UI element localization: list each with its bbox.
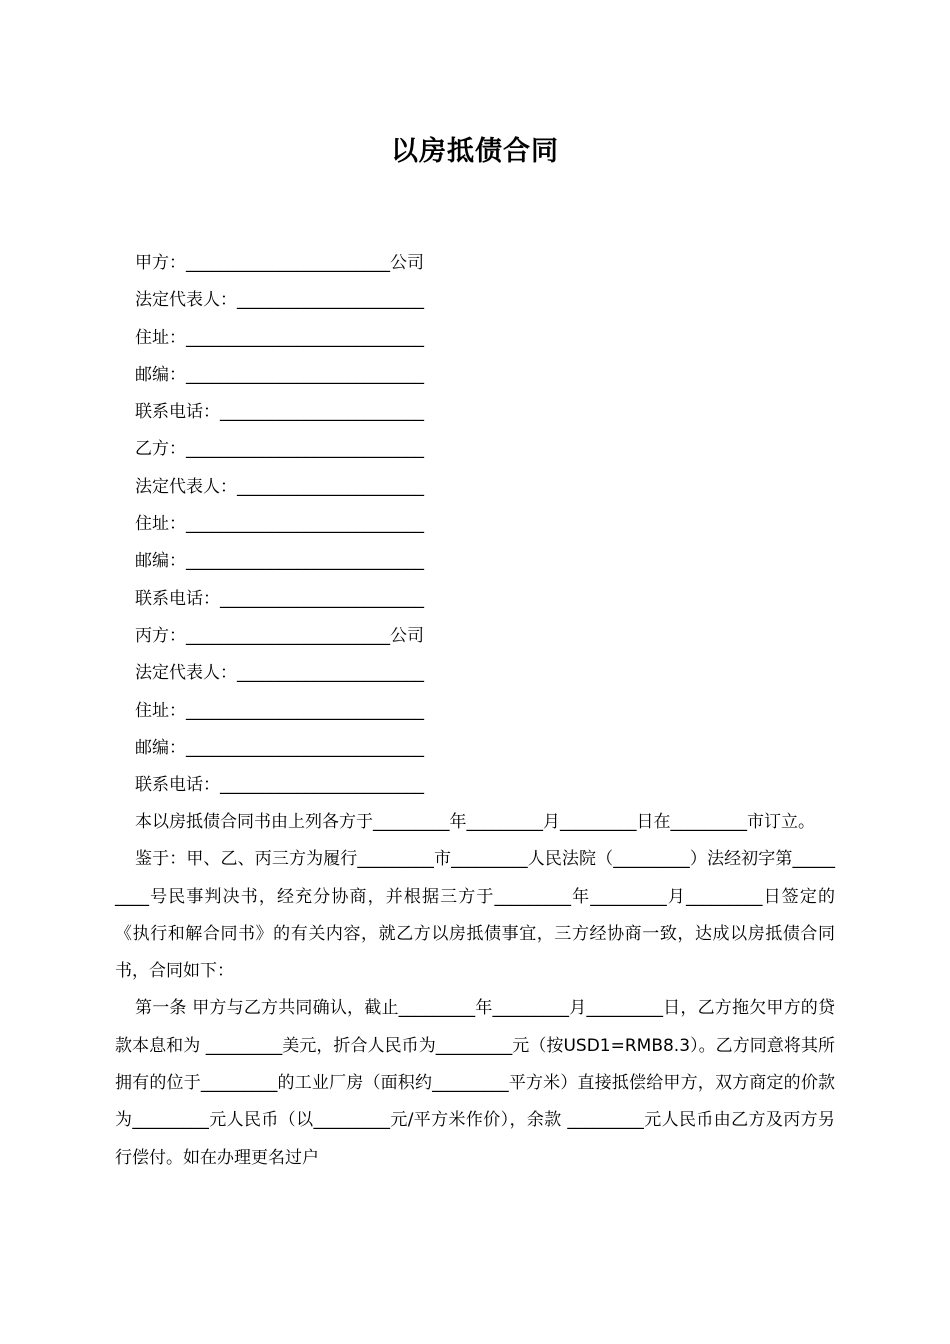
whereas-paragraph: 鉴于：甲、乙、丙三方为履行_________市_________人民法院（_________）法经初字第_________号民事判决书，经充分协商，并根据三方于_________年_________月_________日签定的《执行和解合同书》的有关内容，就乙方以房抵债事宜，三方经协商一致，达成以房抵债合同书，合同如下： xyxy=(115,849,835,982)
party-a-address-line: 住址：____________________________ xyxy=(135,327,424,348)
party-a-representative-line: 法定代表人：______________________ xyxy=(135,290,424,311)
party-a-name-line: 甲方：________________________公司 xyxy=(135,253,424,273)
party-b-representative-line: 法定代表人：______________________ xyxy=(135,476,424,497)
party-c-postcode-line: 邮编：____________________________ xyxy=(135,737,424,758)
intro-paragraph: 本以房抵债合同书由上列各方于_________年_________月_________日在_________市订立。 xyxy=(135,812,815,832)
party-b-postcode-line: 邮编：____________________________ xyxy=(135,551,424,572)
party-a-phone-line: 联系电话：________________________ xyxy=(135,402,424,423)
party-info-section xyxy=(135,245,555,804)
party-b-phone-line: 联系电话：________________________ xyxy=(135,588,424,609)
party-b-name-line: 乙方：____________________________ xyxy=(135,439,424,460)
party-c-address-line: 住址：____________________________ xyxy=(135,700,424,721)
party-a-postcode-line: 邮编：____________________________ xyxy=(135,364,424,385)
party-c-name-line: 丙方：________________________公司 xyxy=(135,625,424,646)
party-c-representative-line: 法定代表人：______________________ xyxy=(135,663,424,684)
party-c-phone-line: 联系电话：________________________ xyxy=(135,775,424,796)
party-b-address-line: 住址：____________________________ xyxy=(135,514,424,535)
contract-body xyxy=(115,804,835,1177)
article-one-paragraph: 第一条 甲方与乙方共同确认，截止_________年_________月_________日，乙方拖欠甲方的贷款本息和为 _________美元，折合人民币为_________元（按USD1=RMB8.3）。乙方同意将其所拥有的位于_________的工业厂房（面积约_________平方米）直接抵偿给甲方，双方商定的价款为_________元人民币（以_________元/平方米作价），余款 _________元人民币由乙方及丙方另行偿付。如在办理更名过户 xyxy=(115,998,835,1168)
document-title: 以房抵债合同 xyxy=(391,136,559,167)
